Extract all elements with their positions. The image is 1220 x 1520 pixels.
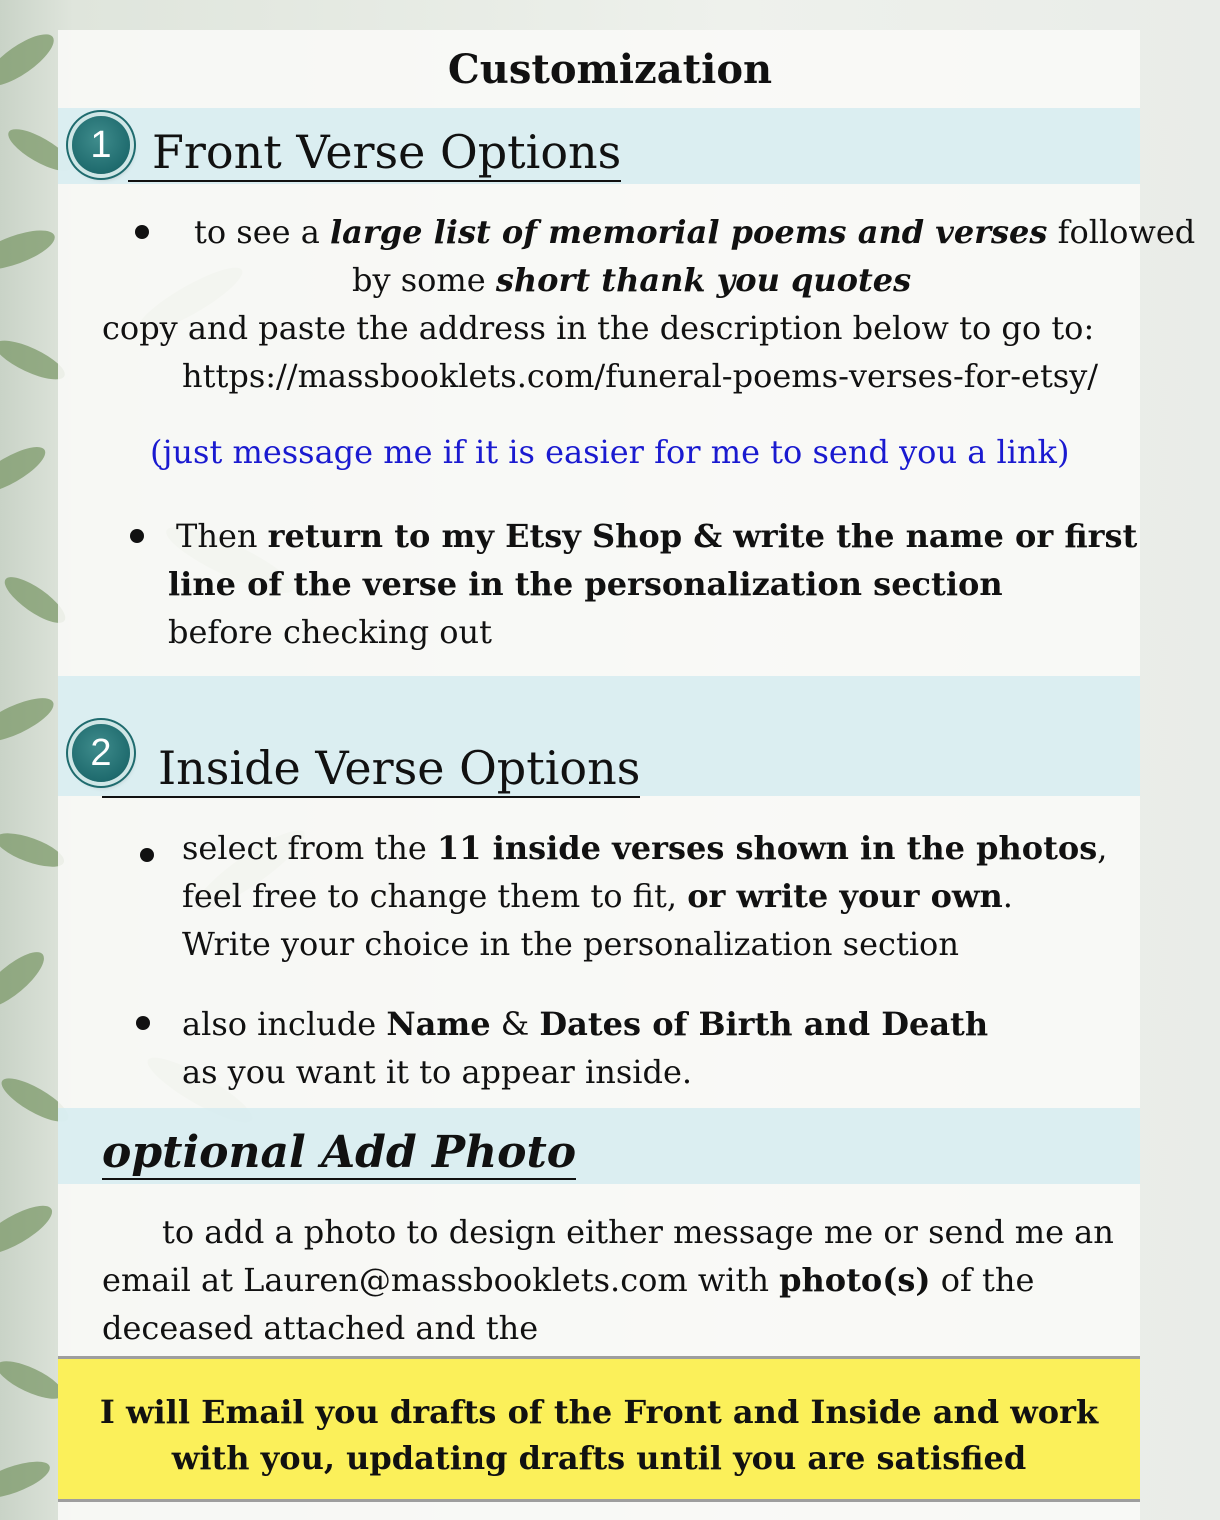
drafts-notice — [58, 1356, 1140, 1502]
bullet-dot — [135, 225, 149, 239]
copy-instruction: copy and paste the address in the description below to go to: — [102, 309, 1095, 347]
bullet-dot — [136, 1016, 150, 1030]
photo-heading: optional Add Photo — [102, 1127, 577, 1178]
drafts-notice-line2: with you, updating drafts until you are satisfied — [171, 1439, 1027, 1477]
bullet-dot — [130, 529, 144, 543]
photo-line1: to add a photo to design either message me or send me an — [162, 1213, 1114, 1251]
s2-bullet2-line1: also include Name & Dates of Birth and Death — [182, 1005, 989, 1043]
page-title: Customization — [447, 46, 773, 93]
section2-heading: Inside Verse Options — [102, 742, 640, 798]
s2-bullet2-line2: as you want it to appear inside. — [182, 1053, 693, 1091]
s1-bullet2-line2: line of the verse in the personalization section — [168, 565, 1003, 603]
step-badge-1: 1 — [72, 116, 130, 174]
drafts-notice-line1: I will Email you drafts of the Front and Inside and work — [99, 1393, 1099, 1431]
message-note: (just message me if it is easier for me to send you a link) — [150, 433, 1070, 471]
s1-bullet2-line1: Then return to my Etsy Shop & write the name or first — [176, 517, 1138, 555]
bullet-dot — [140, 848, 154, 862]
poems-url: https://massbooklets.com/funeral-poems-verses-for-etsy/ — [182, 357, 1099, 395]
photo-line3: deceased attached and the — [102, 1309, 539, 1347]
s2-bullet1-line1: select from the 11 inside verses shown in the photos, — [182, 829, 1108, 867]
s2-bullet1-line3: Write your choice in the personalization section — [182, 925, 959, 963]
section1-heading: Front Verse Options — [128, 126, 621, 182]
s1-bullet1-line1: to see a large list of memorial poems and verses followed — [194, 213, 1196, 251]
s2-bullet1-line2: feel free to change them to fit, or write your own. — [182, 877, 1013, 915]
s1-bullet2-line3: before checking out — [168, 613, 492, 651]
s1-bullet1-line2: by some short thank you quotes — [352, 261, 912, 299]
step-badge-2: 2 — [72, 724, 130, 782]
photo-line2: email at Lauren@massbooklets.com with photo(s) of the — [102, 1261, 1035, 1299]
